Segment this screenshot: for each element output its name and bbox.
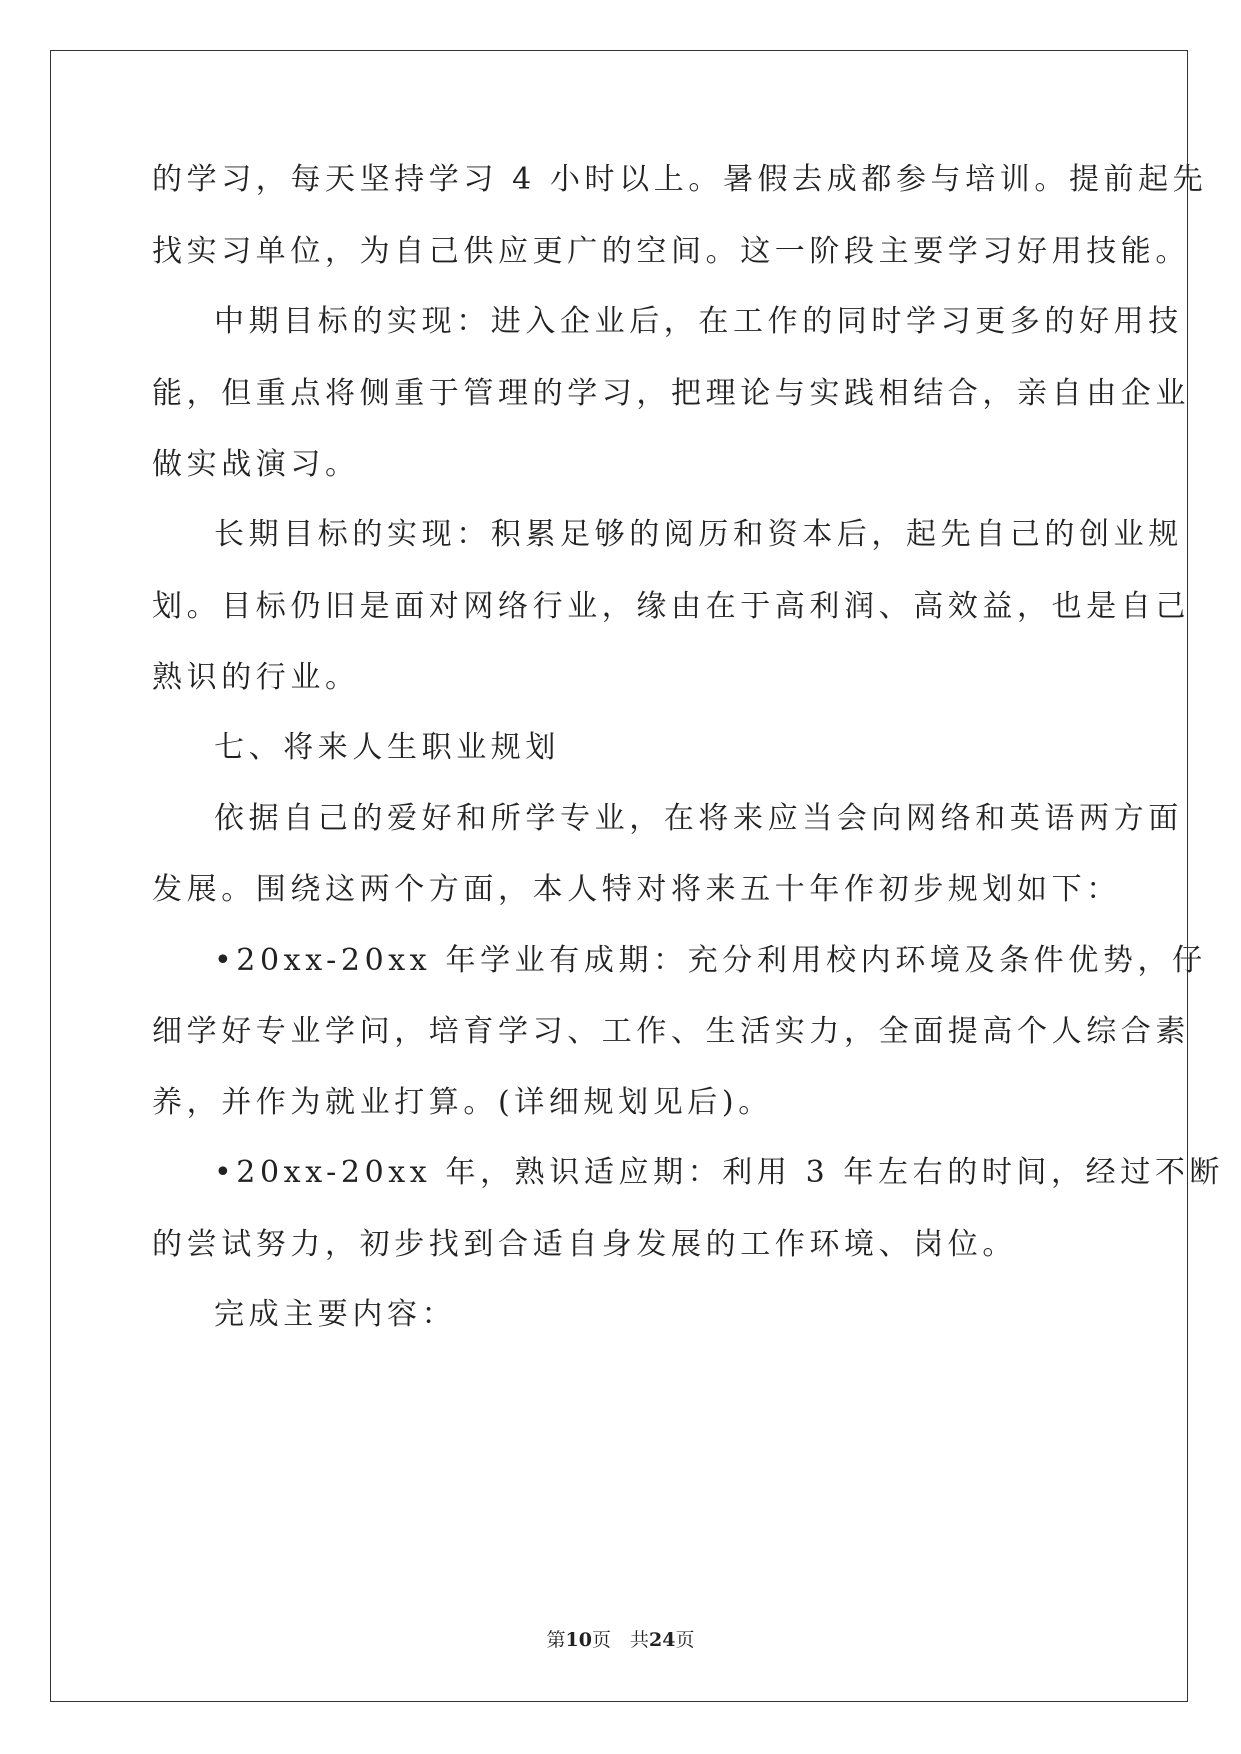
bullet-line: •20xx-20xx 年学业有成期：充分利用校内环境及条件优势，仔: [214, 943, 1207, 978]
body-line: 做实战演习。: [152, 447, 360, 482]
page-footer: [0, 1628, 1241, 1652]
body-line: 能，但重点将侧重于管理的学习，把理论与实践相结合，亲自由企业: [152, 376, 1190, 411]
paragraph-line: 中期目标的实现：进入企业后，在工作的同时学习更多的好用技: [214, 304, 1183, 339]
paragraph-line: 长期目标的实现：积累足够的阅历和资本后，起先自己的创业规: [214, 517, 1183, 552]
body-line: 细学好专业学问，培育学习、工作、生活实力，全面提高个人综合素: [152, 1014, 1190, 1049]
footer-prefix: 第: [546, 1629, 566, 1651]
footer-middle: 页 共: [591, 1629, 649, 1651]
section-heading: 七、将来人生职业规划: [214, 730, 560, 765]
body-line: 熟识的行业。: [152, 660, 360, 695]
current-page-number: 10: [565, 1629, 592, 1651]
footer-suffix: 页: [675, 1629, 695, 1651]
body-line: 的学习，每天坚持学习 4 小时以上。暑假去成都参与培训。提前起先: [152, 162, 1208, 197]
body-line: 养，并作为就业打算。(详细规划见后)。: [152, 1085, 773, 1120]
body-line: 找实习单位，为自己供应更广的空间。这一阶段主要学习好用技能。: [152, 234, 1190, 269]
body-line: 划。目标仍旧是面对网络行业，缘由在于高利润、高效益，也是自己: [152, 589, 1190, 624]
paragraph-line: 依据自己的爱好和所学专业，在将来应当会向网络和英语两方面: [214, 801, 1183, 836]
total-pages-number: 24: [649, 1629, 676, 1651]
bullet-line: •20xx-20xx 年，熟识适应期：利用 3 年左右的时间，经过不断: [214, 1155, 1225, 1190]
body-line: 发展。围绕这两个方面，本人特对将来五十年作初步规划如下：: [152, 872, 1121, 907]
paragraph-line: 完成主要内容：: [214, 1297, 457, 1332]
body-line: 的尝试努力，初步找到合适自身发展的工作环境、岗位。: [152, 1227, 1017, 1262]
